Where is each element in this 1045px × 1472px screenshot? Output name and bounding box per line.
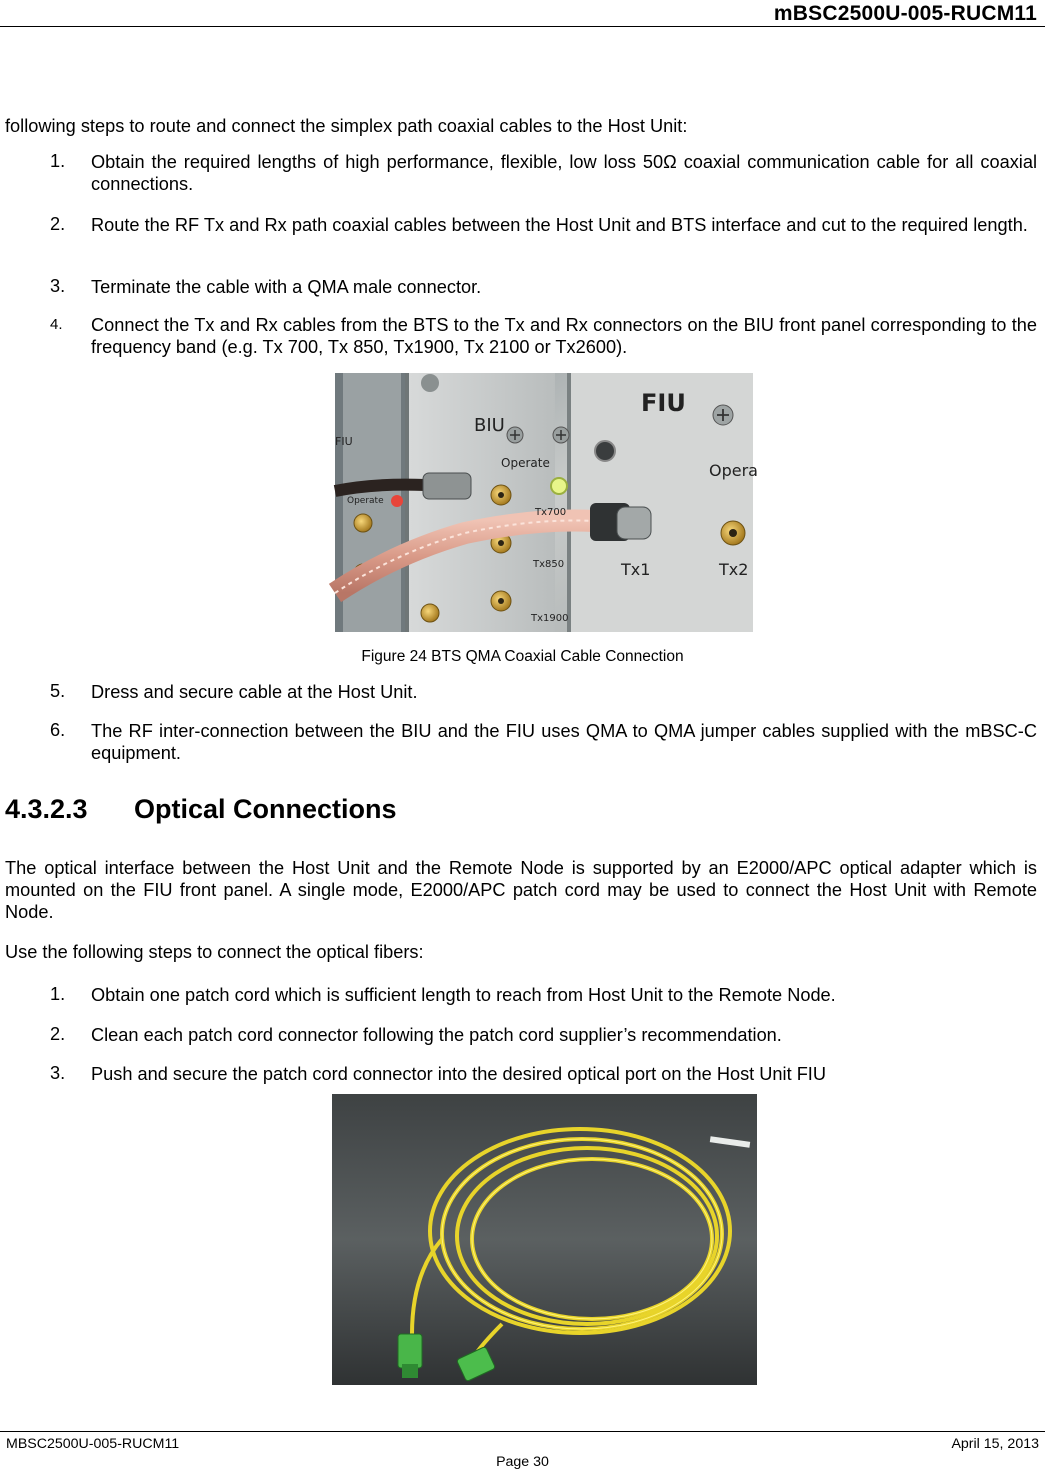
- figure-24-photo: [335, 373, 758, 632]
- footer-date: April 15, 2013: [951, 1436, 1039, 1452]
- figure-24-caption: Figure 24 BTS QMA Coaxial Cable Connection: [361, 648, 684, 665]
- list-item-number: 3.: [50, 1063, 66, 1083]
- intro-text: following steps to route and connect the simplex path coaxial cables to the Host Unit:: [5, 116, 688, 136]
- list-item-number: 2.: [50, 1024, 66, 1044]
- optical-intro: Use the following steps to connect the optical fibers:: [5, 942, 424, 962]
- header-doc-id: mBSC2500U-005-RUCM11: [773, 2, 1037, 25]
- footer-rule: [0, 1431, 1045, 1432]
- list-item-number: 3.: [50, 276, 66, 296]
- list-item-number: 4.: [50, 316, 63, 333]
- biu-label: BIU: [474, 415, 505, 436]
- patch-cord-image: [332, 1094, 757, 1385]
- list-item-text: Obtain one patch cord which is sufficient length to reach from Host Unit to the Remote Node.: [91, 985, 836, 1005]
- optical-paragraph: The optical interface between the Host Unit and the Remote Node is supported by an E2000/APC optical adapter which is mounted on the FIU front panel. A single mode, E2000/APC patch cord may be used to connect the Host Unit with Remote Node.: [5, 858, 1037, 922]
- tx2-label: Tx2: [719, 560, 749, 579]
- patch-cord-photo: [332, 1094, 757, 1385]
- page-number: Page 30: [496, 1454, 549, 1470]
- section-title: Optical Connections: [134, 794, 397, 824]
- operate-right-label: Opera: [709, 461, 758, 480]
- header-rule: [0, 26, 1045, 27]
- list-item-text: Dress and secure cable at the Host Unit.: [91, 682, 418, 702]
- list-item-text: Route the RF Tx and Rx path coaxial cables between the Host Unit and BTS interface and cut to the required length.: [91, 215, 1028, 235]
- tx700-label: Tx700: [535, 507, 567, 518]
- list-item-text: The RF inter-connection between the BIU and the FIU uses QMA to QMA jumper cables supplied with the mBSC-C equipment.: [91, 721, 1037, 763]
- fiu-small-label: FIU: [335, 435, 353, 448]
- tx1900-label: Tx1900: [531, 613, 569, 624]
- tx850-label: Tx850: [533, 559, 565, 570]
- section-number: 4.3.2.3: [5, 794, 88, 824]
- list-item-number: 6.: [50, 720, 66, 740]
- operate-label: Operate: [501, 456, 550, 470]
- list-item-text: Clean each patch cord connector following the patch cord supplier’s recommendation.: [91, 1025, 782, 1045]
- list-item-number: 1.: [50, 151, 66, 171]
- footer-doc-id: MBSC2500U-005-RUCM11: [6, 1436, 180, 1452]
- tx1-label: Tx1: [621, 560, 651, 579]
- list-item-number: 2.: [50, 214, 66, 234]
- list-item-text: Connect the Tx and Rx cables from the BTS to the Tx and Rx connectors on the BIU front panel corresponding to the frequency band (e.g. Tx 700, Tx 850, Tx1900, Tx 2100 or Tx2600).: [91, 315, 1037, 357]
- list-item-number: 1.: [50, 984, 66, 1004]
- fiu-label: FIU: [641, 389, 686, 417]
- list-item-text: Obtain the required lengths of high performance, flexible, low loss 50Ω coaxial communication cable for all coaxial connections.: [91, 152, 1037, 194]
- coax-connection-photo: [335, 373, 758, 632]
- list-item-text: Push and secure the patch cord connector into the desired optical port on the Host Unit FIU: [91, 1064, 826, 1084]
- list-item-text: Terminate the cable with a QMA male connector.: [91, 277, 482, 297]
- list-item-number: 5.: [50, 681, 66, 701]
- operate-small-label: Operate: [347, 496, 384, 506]
